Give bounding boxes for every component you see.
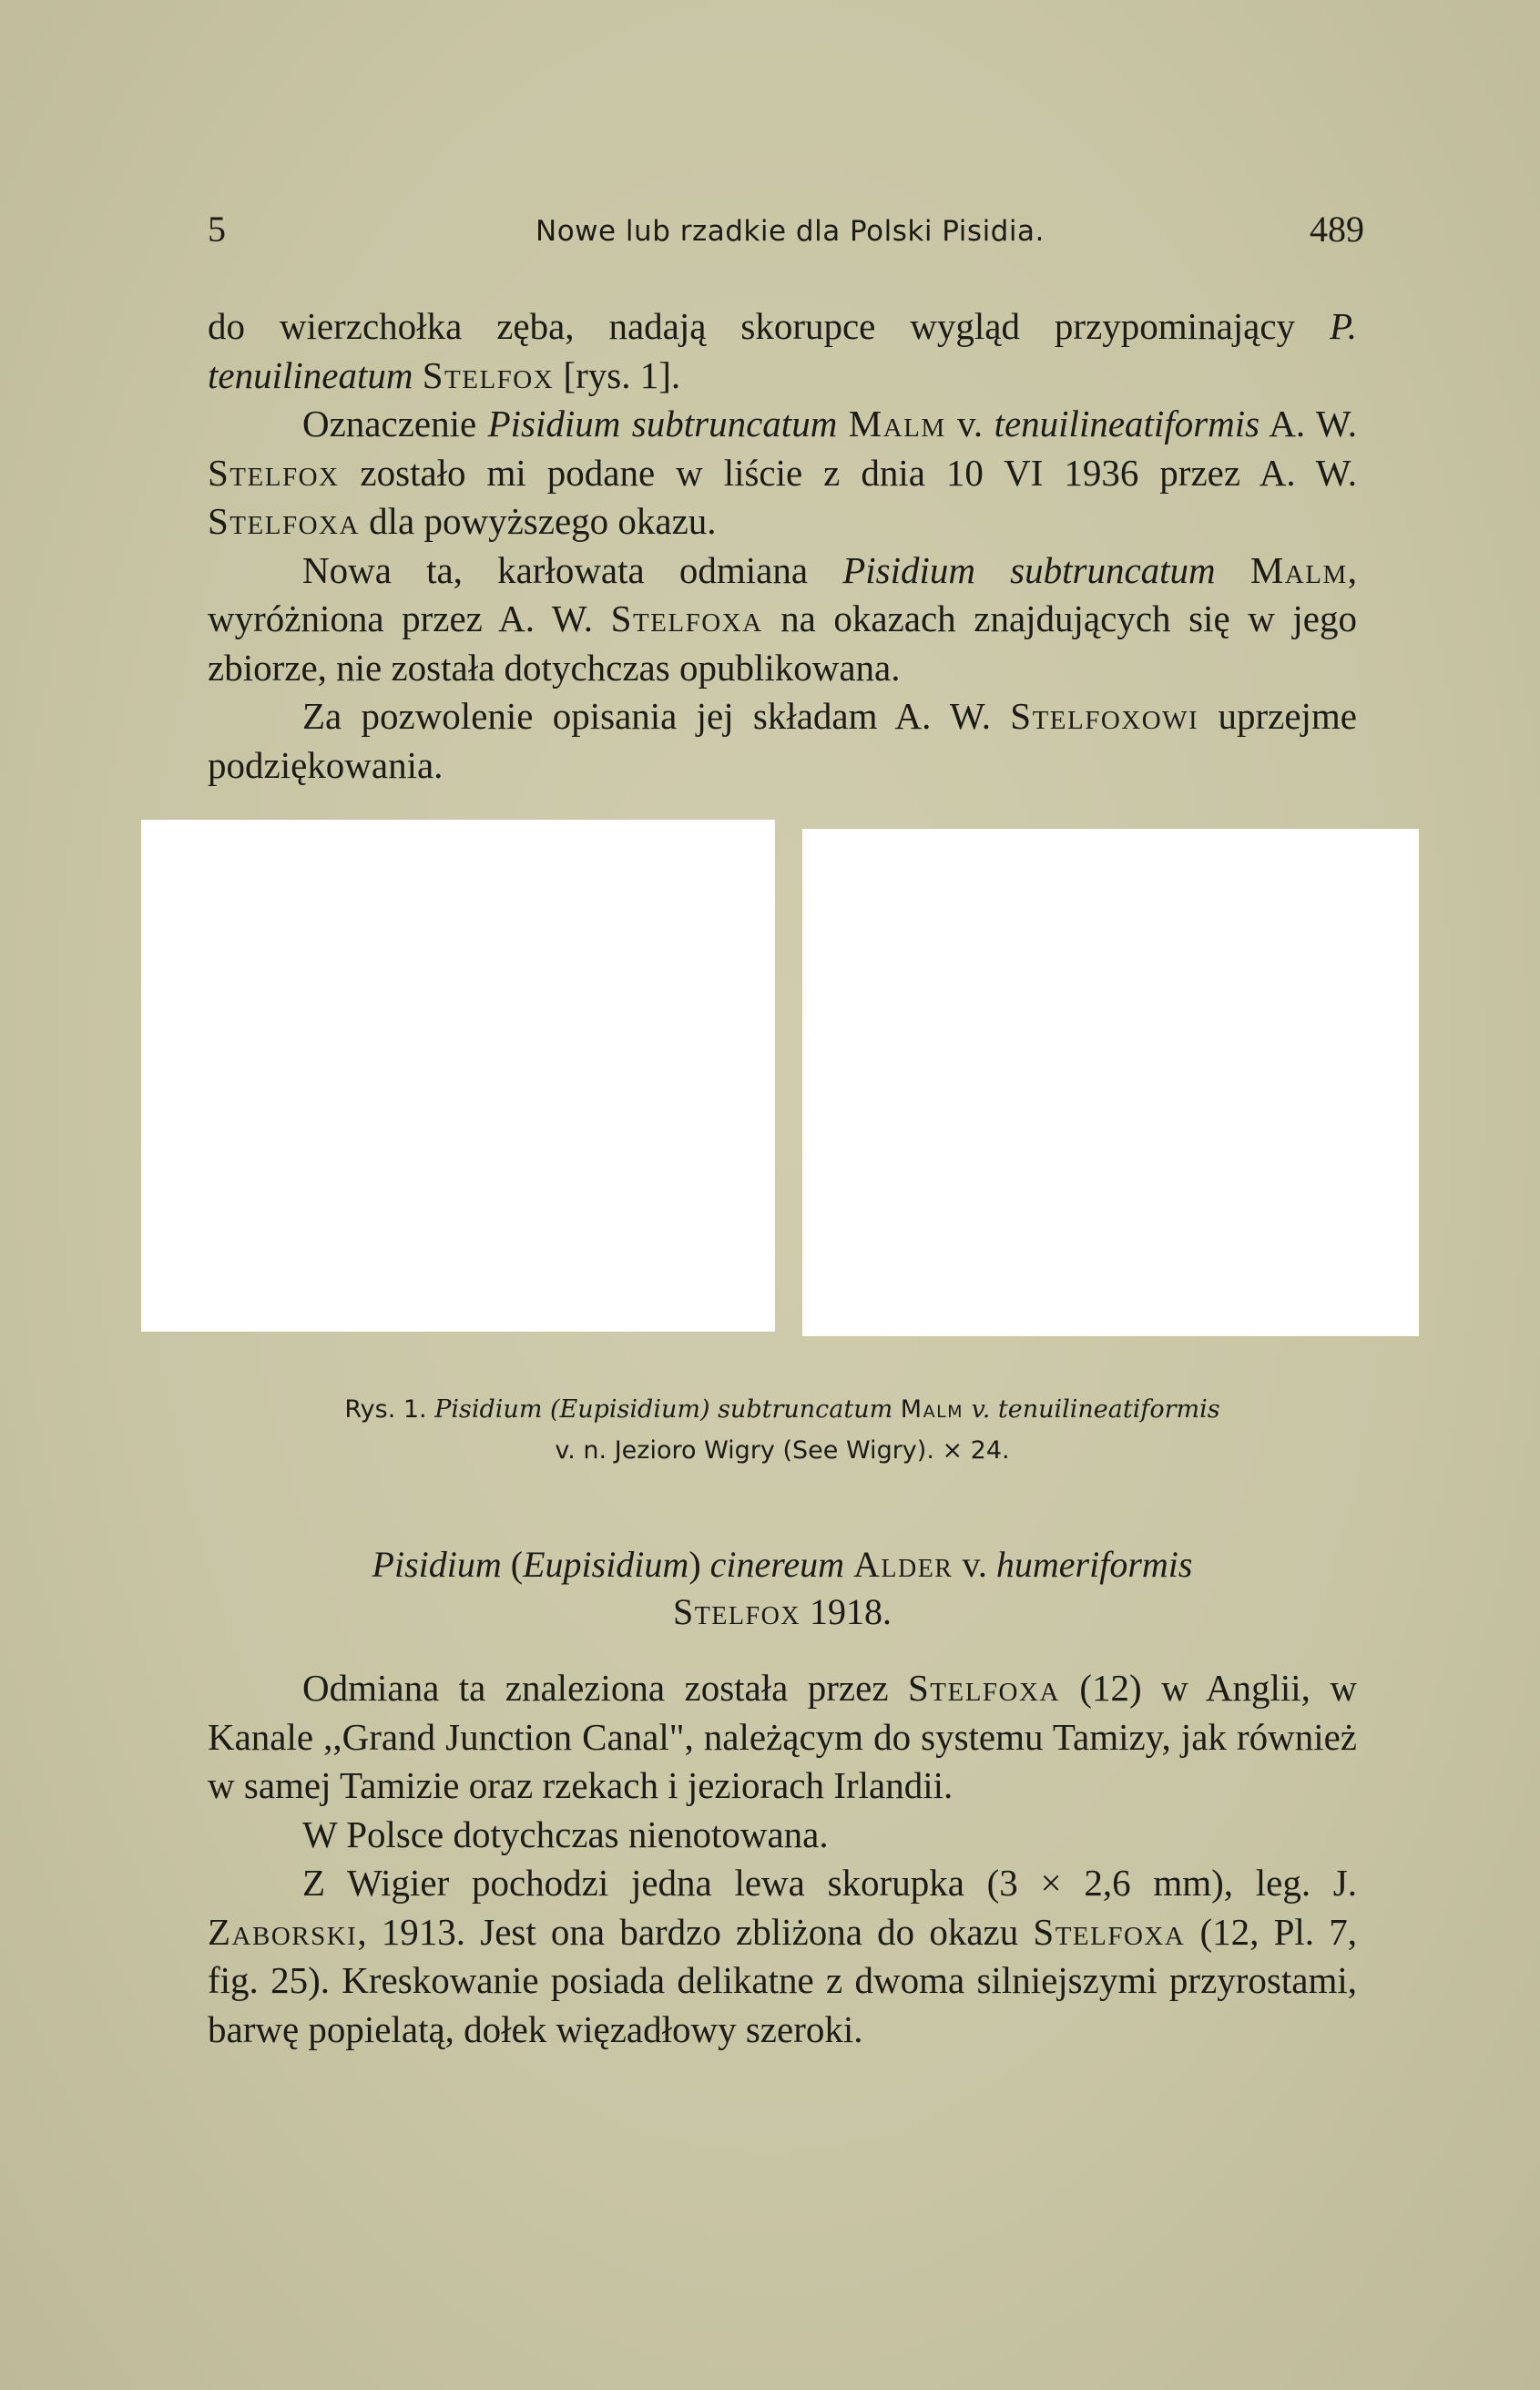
paragraph: do wierzchołka zęba, nadają skorupce wygląd przypominający P. tenuilineatum Stelfox [rys. 1]. [208,305,1357,396]
page-header [208,208,1364,262]
body-text-top [208,302,1357,790]
figure-image-right [802,829,1419,1336]
paragraph: Nowa ta, karłowata odmiana Pisidium subtruncatum Malm, wyróżniona przez A. W. Stelfoxa na okazach znajdujących się w jego zbiorze, nie została dotychczas opublikowana. [208,548,1357,689]
figure-image-left [141,820,775,1332]
section-number: 5 [208,209,226,250]
paragraph: Za pozwolenie opisania jej składam A. W. Stelfoxowi uprzejme podziękowania. [208,695,1357,786]
page-number: 489 [1310,209,1364,250]
running-title: Nowe lub rzadkie dla Polski Pisidia. [535,215,1045,248]
paragraph: Odmiana ta znaleziona została przez Stelfoxa (12) w Anglii, w Kanale ,,Grand Junction Canal", należącym do systemu Tamizy, jak również w samej Tamizie oraz rzekach i jeziorach Irlandii. [208,1667,1357,1806]
paragraph: Z Wigier pochodzi jedna lewa skorupka (3 × 2,6 mm), leg. J. Zaborski, 1913. Jest ona bardzo zbliżona do okazu Stelfoxa (12, Pl. 7, fig. 25). Kreskowanie posiada delikatne z dwoma silniejszymi przyrostami, barwę popielatą, dołek więzadłowy szeroki. [208,1862,1357,2050]
body-text-bottom [208,1664,1357,2054]
paragraph: Oznaczenie Pisidium subtruncatum Malm v. tenuilineatiformis A. W. Stelfox zostało mi podane w liście z dnia 10 VI 1936 przez A. W. Stelfoxa dla powyższego okazu. [208,403,1357,542]
section-heading: Pisidium (Eupisidium) cinereum Alder v. humeriformis Stelfox 1918. [372,1544,1193,1632]
paragraph: W Polsce dotychczas nienotowana. [302,1813,829,1855]
figure-caption: Rys. 1. Pisidium (Eupisidium) subtruncatum Malm v. tenuilineatiformis v. n. Jezioro Wigry (See Wigry). × 24. [344,1395,1220,1465]
